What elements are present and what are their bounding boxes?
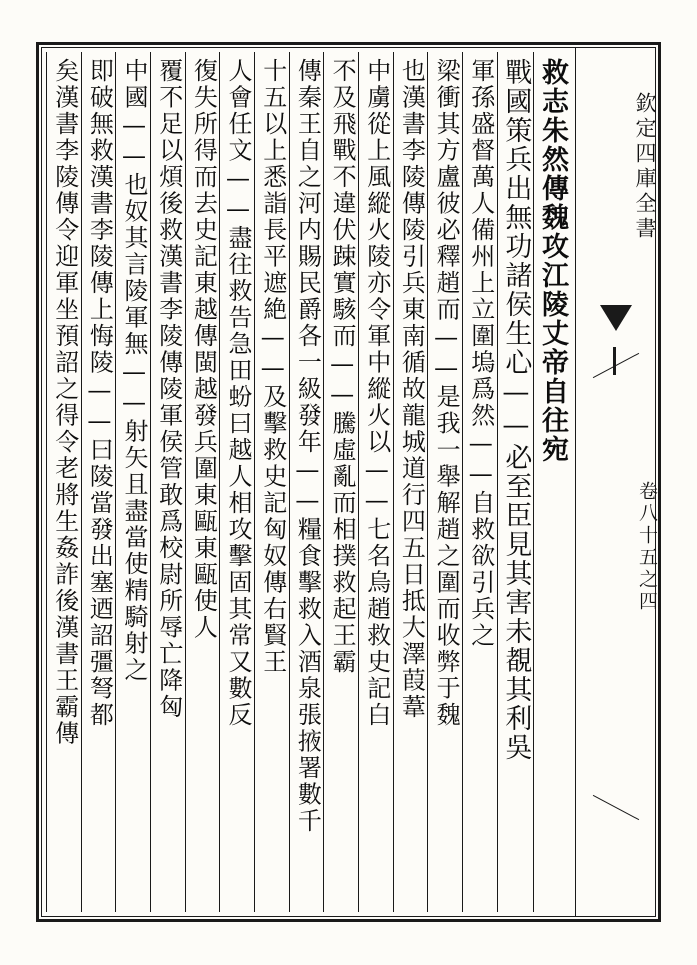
text-column (115, 52, 150, 912)
column-text-1: 救志朱然傳魏攻江陵丈帝自往宛 (537, 58, 568, 464)
text-column (46, 52, 81, 912)
column-text-15: 矣漢書李陵傳令迎軍坐預詔之得令老將生姦詐後漢書王霸傳 (50, 58, 79, 747)
text-column (289, 52, 324, 912)
text-column (393, 52, 428, 912)
column-text-2: 戰國策兵出無功諸侯生心——必至臣見其害未覩其利吳 (500, 58, 532, 762)
margin-banner-column (575, 47, 658, 917)
column-text-12: 覆不足以煩後救漢書李陵傳陵軍侯管敢爲校尉所辱亡降匈 (154, 58, 183, 721)
column-text-10: 人會任文——盡往救告急田蚡曰越人相攻擊固其常又數反 (224, 58, 253, 729)
column-text-8: 傳秦王自之河内賜民爵各一級發年——糧食擊救入酒泉張掖署數千 (293, 58, 322, 835)
text-column (462, 52, 497, 912)
banner-rule-bottom (593, 795, 639, 820)
text-column (497, 52, 534, 912)
text-column (533, 52, 570, 912)
column-text-9: 十五以上悉詣長平遮絶——及擊救史記匈奴傳右賢王 (258, 58, 287, 676)
text-column (185, 52, 220, 912)
column-text-11: 復失所得而去史記東越傳閩越發兵圍東甌東甌使人 (189, 58, 218, 641)
column-text-5: 也漢書李陵傳陵引兵東南循故龍城道行四五日抵大澤葭葦 (397, 58, 426, 721)
column-text-4: 梁衝其方盧彼必釋趙而——是我一舉解趙之圍而收弊于魏 (432, 58, 461, 729)
column-text-7: 不及飛戰不違伏踈實駭而——騰虛亂而相撲救起王霸 (328, 58, 357, 676)
column-text-14: 即破無救漢書李陵傳上悔陵——曰陵當發出塞迺詔彊弩都 (85, 58, 114, 729)
book-title: 欽定四庫全書 (633, 92, 657, 242)
text-column (323, 52, 358, 912)
banner-rule-top (593, 353, 639, 378)
text-column (81, 52, 116, 912)
text-column (219, 52, 254, 912)
text-column (427, 52, 462, 912)
column-text-13: 中國——也奴其言陵軍無——射矢且盡當使精騎射之 (120, 58, 149, 684)
column-text-6: 中虜從上風縱火陵亦令軍中縱火以——七名烏趙救史記白 (362, 58, 391, 729)
text-column (150, 52, 185, 912)
volume-label: 卷八十五之四 (636, 481, 658, 613)
text-column (254, 52, 289, 912)
vertical-text-block (46, 52, 570, 912)
text-column (358, 52, 393, 912)
column-text-3: 軍孫盛督萬人備州上立圍塢爲然——自救欲引兵之 (466, 58, 495, 649)
fishtail-ornament-icon (600, 305, 632, 331)
fishtail-stem-icon (613, 347, 616, 375)
